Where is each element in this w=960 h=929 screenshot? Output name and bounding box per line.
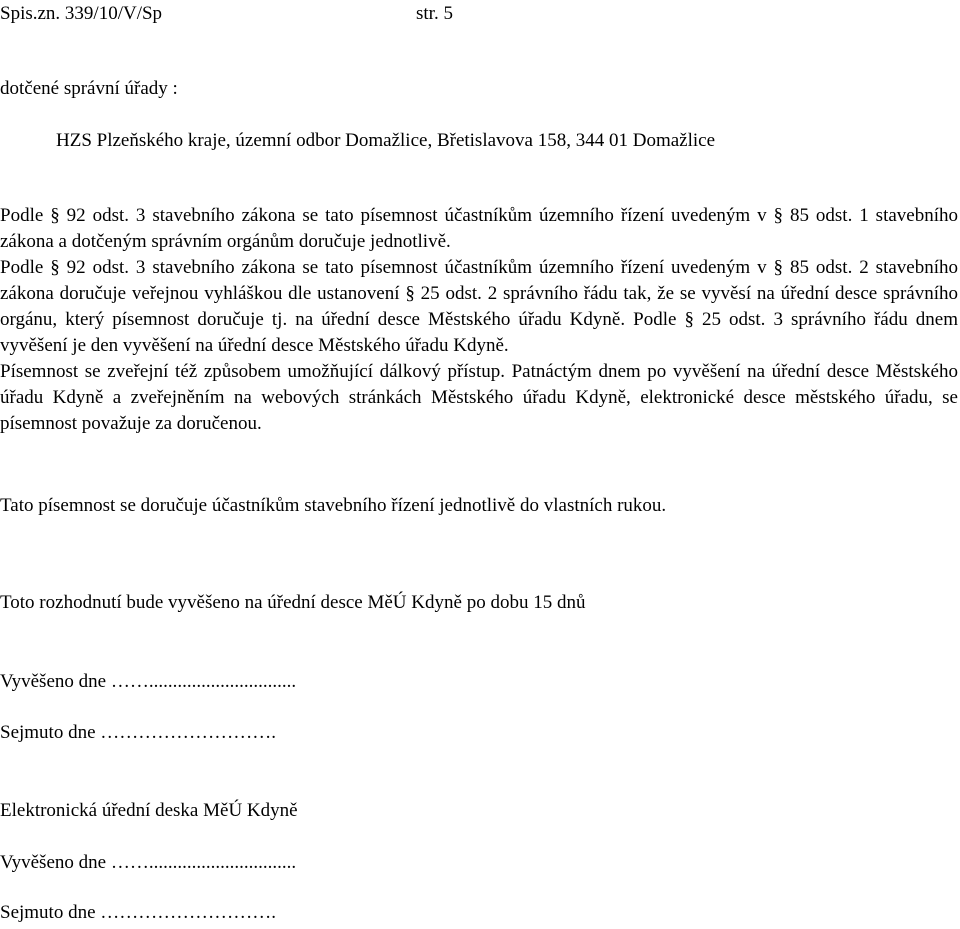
- electronic-board-label: Elektronická úřední deska MěÚ Kdyně: [0, 800, 298, 821]
- delivery-note: Tato písemnost se doručuje účastníkům stavebního řízení jednotlivě do vlastních rukou.: [0, 495, 667, 516]
- paragraph-1: Podle § 92 odst. 3 stavebního zákona se tato písemnost účastníkům územního řízení uvedeným v § 85 odst. 1 stavebního zákona a dotčeným správním orgánům doručuje jednotlivě.: [0, 205, 958, 252]
- posted-date-line: [0, 669, 958, 695]
- posted-value: ……...............................: [110, 671, 297, 692]
- authorities-label: dotčené správní úřady :: [0, 78, 178, 99]
- posted-label: Vyvěšeno dne: [0, 671, 107, 692]
- file-reference: Spis.zn. 339/10/V/Sp: [0, 3, 163, 24]
- delivery-rules: [0, 203, 958, 437]
- removed-label-2: Sejmuto dne: [0, 902, 96, 923]
- paragraph-2: Podle § 92 odst. 3 stavebního zákona se tato písemnost účastníkům územního řízení uvedeným v § 85 odst. 2 stavebního zákona doručuje veřejnou vyhláškou dle ustanovení § 25 odst. 2 správního řádu tak, že se vyvěsí na úřední desce správního orgánu, který písemnost doručuje tj. na úřední desce Městského úřadu Kdyně. Podle § 25 odst. 3 správního řádu dnem vyvěšení je den vyvěšení na úřední desce Městského úřadu Kdyně.: [0, 257, 958, 356]
- posting-note: Toto rozhodnutí bude vyvěšeno na úřední desce MěÚ Kdyně po dobu 15 dnů: [0, 592, 586, 613]
- paragraph-3: Písemnost se zveřejní též způsobem umožňující dálkový přístup. Patnáctým dnem po vyvěšení na úřední desce Městského úřadu Kdyně a zveřejněním na webových stránkách Městského úřadu Kdyně, elektronické desce městského úřadu, se písemnost považuje za doručenou.: [0, 361, 958, 434]
- authority-entry: HZS Plzeňského kraje, územní odbor Domažlice, Břetislavova 158, 344 01 Domažlice: [56, 130, 716, 151]
- removed-date-line: [0, 720, 958, 746]
- posted-date-line-2: [0, 850, 958, 876]
- page-number: str. 5: [416, 3, 453, 24]
- removed-date-line-2: [0, 900, 958, 926]
- removed-value: ……………………….: [100, 722, 277, 743]
- posted-label-2: Vyvěšeno dne: [0, 852, 107, 873]
- removed-value-2: ……………………….: [100, 902, 277, 923]
- removed-label: Sejmuto dne: [0, 722, 96, 743]
- posted-value-2: ……...............................: [110, 852, 297, 873]
